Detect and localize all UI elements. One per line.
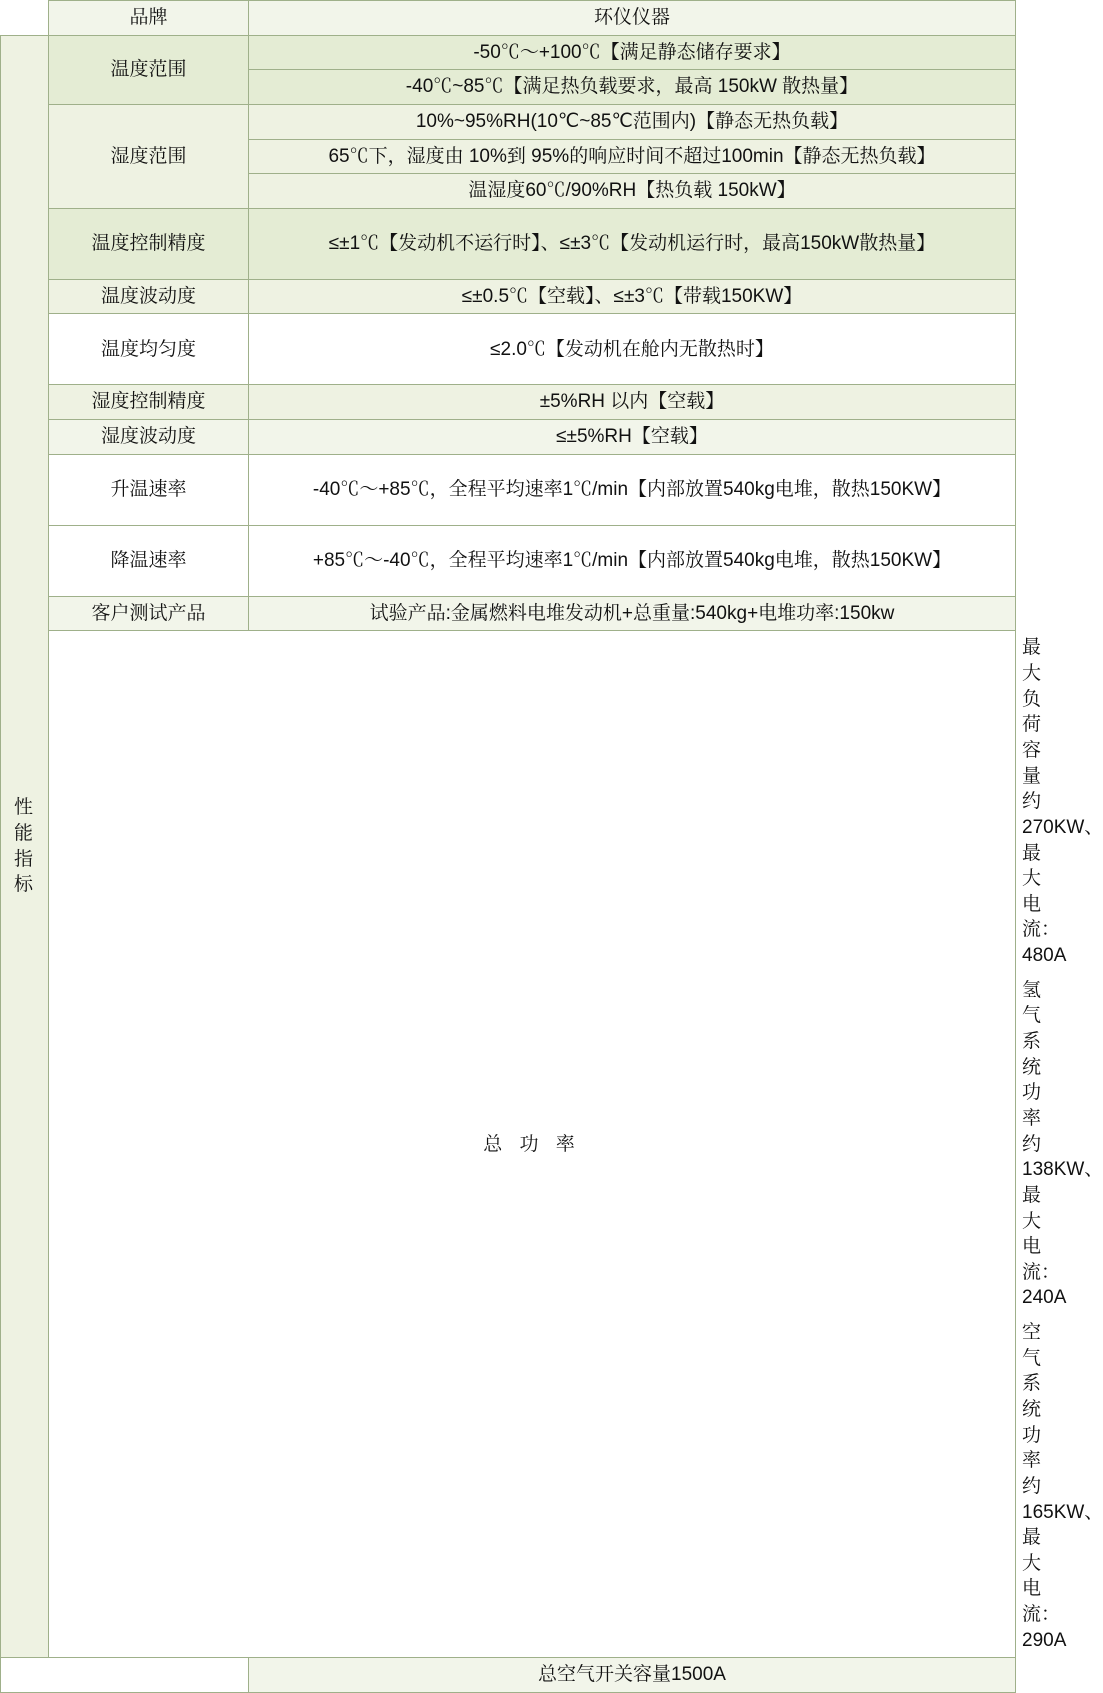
row-value-temp-fluctuation: ≤±0.5℃【空载】、≤±3℃【带载150KW】 bbox=[249, 279, 1016, 314]
section-label-char-4: 标 bbox=[13, 874, 35, 896]
row-value-humidity-range-3: 温湿度60℃/90%RH【热负载 150kW】 bbox=[249, 174, 1016, 209]
row-value-humidity-control-accuracy: ±5%RH 以内【空载】 bbox=[249, 385, 1016, 420]
section-label-char-3: 指 bbox=[13, 848, 35, 870]
table-row-humidity-fluctuation bbox=[1, 420, 1016, 455]
row-value-heating-rate: -40℃～+85℃，全程平均速率1℃/min【内部放置540kg电堆，散热150KW】 bbox=[249, 454, 1016, 525]
table-row-temp-fluctuation bbox=[1, 279, 1016, 314]
table-row-total-power-2: 氢气系统功率约138KW、最大电流：240A bbox=[1022, 979, 1103, 1309]
row-value-total-power-4: 总空气开关容量1500A bbox=[249, 1658, 1016, 1693]
table-row-heating-rate bbox=[1, 454, 1016, 525]
brand-label: 品牌 bbox=[49, 1, 249, 36]
row-value-temp-range-1: -50℃～+100℃【满足静态储存要求】 bbox=[249, 35, 1016, 70]
row-label-temp-fluctuation: 温度波动度 bbox=[49, 279, 249, 314]
section-label-char-1: 性 bbox=[13, 797, 35, 819]
section-label-char-2: 能 bbox=[13, 822, 35, 844]
row-value-humidity-fluctuation: ≤±5%RH【空载】 bbox=[249, 420, 1016, 455]
row-value-temp-control-accuracy: ≤±1℃【发动机不运行时】、≤±3℃【发动机运行时，最高150kW散热量】 bbox=[249, 208, 1016, 279]
row-label-temp-control-accuracy: 温度控制精度 bbox=[49, 208, 249, 279]
row-value-cooling-rate: +85℃～-40℃，全程平均速率1℃/min【内部放置540kg电堆，散热150KW】 bbox=[249, 525, 1016, 596]
row-label-temp-uniformity: 温度均匀度 bbox=[49, 314, 249, 385]
table-row-total-power-1: 总 功 率 最大负荷容量约270KW、最大电流：480A bbox=[1, 631, 1016, 973]
table-row-humidity-range-1 bbox=[1, 104, 1016, 139]
section-label-total-power: 总 功 率 bbox=[49, 631, 1016, 1658]
table-row-customer-test-product bbox=[1, 596, 1016, 631]
total-power-spacer bbox=[1, 1658, 249, 1693]
brand-value: 环仪仪器 bbox=[249, 1, 1016, 36]
section-label-performance bbox=[1, 35, 49, 1658]
table-row-cooling-rate bbox=[1, 525, 1016, 596]
row-value-temp-uniformity: ≤2.0℃【发动机在舱内无散热时】 bbox=[249, 314, 1016, 385]
table-row-temp-control-accuracy bbox=[1, 208, 1016, 279]
row-label-humidity-fluctuation: 湿度波动度 bbox=[49, 420, 249, 455]
row-value-customer-test-product: 试验产品:金属燃料电堆发动机+总重量:540kg+电堆功率:150kw bbox=[249, 596, 1016, 631]
table-row-temp-uniformity bbox=[1, 314, 1016, 385]
row-label-humidity-control-accuracy: 湿度控制精度 bbox=[49, 385, 249, 420]
row-label-temp-range: 温度范围 bbox=[49, 35, 249, 104]
row-value-temp-range-2: -40℃~85℃【满足热负载要求，最高 150kW 散热量】 bbox=[249, 70, 1016, 105]
row-label-heating-rate: 升温速率 bbox=[49, 454, 249, 525]
row-label-customer-test-product: 客户测试产品 bbox=[49, 596, 249, 631]
table-row-brand bbox=[1, 1, 1016, 36]
table-row-humidity-control-accuracy bbox=[1, 385, 1016, 420]
row-label-cooling-rate: 降温速率 bbox=[49, 525, 249, 596]
table-row-total-power-3: 空气系统功率约165KW、最大电流：290A bbox=[1022, 1322, 1103, 1651]
brand-spacer bbox=[1, 1, 49, 36]
row-label-humidity-range: 湿度范围 bbox=[49, 104, 249, 208]
row-value-humidity-range-2: 65℃下，湿度由 10%到 95%的响应时间不超过100min【静态无热负载】 bbox=[249, 139, 1016, 174]
table-row-total-power-4 bbox=[1, 1658, 1016, 1693]
table-row-temp-range-1 bbox=[1, 35, 1016, 70]
row-value-humidity-range-1: 10%~95%RH(10℃~85℃范围内)【静态无热负载】 bbox=[249, 104, 1016, 139]
